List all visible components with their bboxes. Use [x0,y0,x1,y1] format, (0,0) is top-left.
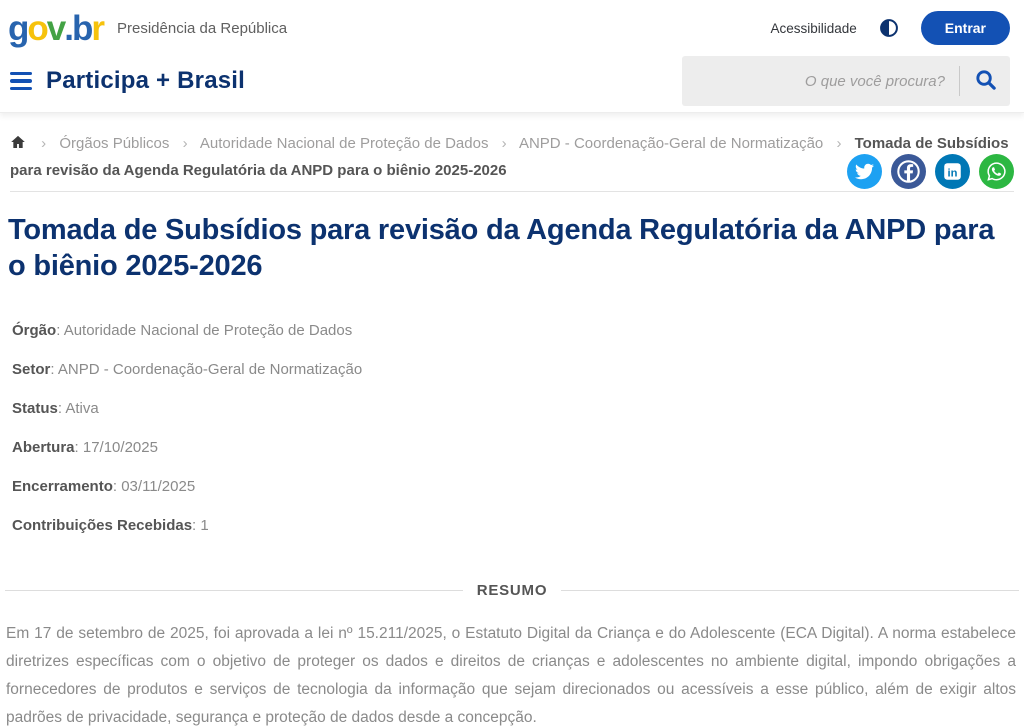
breadcrumb-separator: › [182,135,188,152]
header-bottom-row [8,50,1010,112]
breadcrumb-section [10,131,1014,192]
resumo-left-line [5,590,463,591]
consultation-metadata [12,322,1012,534]
share-buttons [847,154,1014,189]
svg-text:in: in [947,167,958,180]
breadcrumb-item-anpd[interactable]: Autoridade Nacional de Proteção de Dados [199,135,489,152]
menu-hamburger-icon[interactable] [8,70,34,93]
breadcrumb-separator: › [836,135,842,152]
header-actions [770,11,1010,45]
meta-value: Ativa [65,400,99,417]
breadcrumb-item-coordenacao[interactable]: ANPD - Coordenação-Geral de Normatização [518,135,824,152]
summary-paragraph: Em 17 de setembro de 2025, foi aprovada a lei nº 15.211/2025, o Estatuto Digital da Criança e do Adolescente (ECA Digital). A norma estabelece diretrizes específicas com o objetivo de proteger os dados e direitos de crianças e adolescentes no ambiente digital, impondo obrigações a fornecedores de produtos e serviços de tecnologia da informação que sejam direcionados ou acessíveis a esse público, além de exigir altos padrões de privacidade, segurança e proteção de dados desde a concepção. [6,625,1016,726]
meta-value: 1 [200,517,209,534]
facebook-share-icon[interactable] [891,154,926,189]
meta-colon: : [192,517,197,534]
portal-title[interactable]: Participa + Brasil [46,67,246,94]
logo-letter: o [27,8,47,48]
meta-value: ANPD - Coordenação-Geral de Normatização [57,361,363,378]
home-icon[interactable] [10,133,26,158]
header-top-row [8,6,1010,50]
meta-colon: : [57,400,63,417]
resumo-section-heading [5,582,1019,599]
logo-letter: . [64,8,72,48]
search-icon [974,68,997,94]
header-content-divider [10,191,1014,192]
meta-colon: : [74,439,79,456]
meta-row-encerramento [12,478,1012,495]
meta-row-contribuicoes [12,517,1012,534]
twitter-share-icon[interactable] [847,154,882,189]
meta-value: 17/10/2025 [82,439,158,456]
contrast-toggle-icon[interactable] [879,18,899,38]
govbr-logo[interactable] [8,8,103,48]
meta-label: Setor [12,361,51,378]
page-title: Tomada de Subsídios para revisão da Agenda Regulatória da ANPD para o biênio 2025-2026 [8,214,995,282]
logo-letter: r [91,8,103,48]
resumo-right-line [561,590,1019,591]
meta-colon: : [56,322,61,339]
meta-label: Status [12,400,58,417]
org-subtitle: Presidência da República [117,19,288,37]
linkedin-share-icon[interactable] [935,154,970,189]
logo-letter: b [71,8,92,48]
logo-letter: v [46,8,65,48]
meta-row-orgao [12,322,1012,339]
meta-row-status [12,400,1012,417]
meta-row-setor [12,361,1012,378]
meta-label: Órgão [12,322,57,339]
meta-row-abertura [12,439,1012,456]
meta-label: Abertura [12,439,75,456]
login-button[interactable]: Entrar [921,11,1010,45]
whatsapp-share-icon[interactable] [979,154,1014,189]
search-button[interactable] [960,56,1010,106]
meta-label: Encerramento [12,478,113,495]
meta-colon: : [112,478,118,495]
breadcrumb-item-current: Tomada de Subsídios para revisão da Agenda Regulatória da ANPD para o biênio 2025-2026 [10,135,1009,179]
breadcrumb-item-orgaos-publicos[interactable]: Órgãos Públicos [59,135,170,152]
breadcrumb-separator: › [501,135,507,152]
meta-label: Contribuições Recebidas [12,517,193,534]
search-input[interactable] [682,56,959,106]
meta-value: 03/11/2025 [121,478,196,495]
meta-colon: : [50,361,55,378]
meta-value: Autoridade Nacional de Proteção de Dados [63,322,353,339]
site-header [0,0,1024,113]
logo-letter: g [8,8,28,48]
accessibility-link[interactable]: Acessibilidade [770,20,857,36]
breadcrumb-separator: › [41,135,47,152]
search-box [682,56,1010,106]
resumo-heading-text: RESUMO [476,582,548,599]
